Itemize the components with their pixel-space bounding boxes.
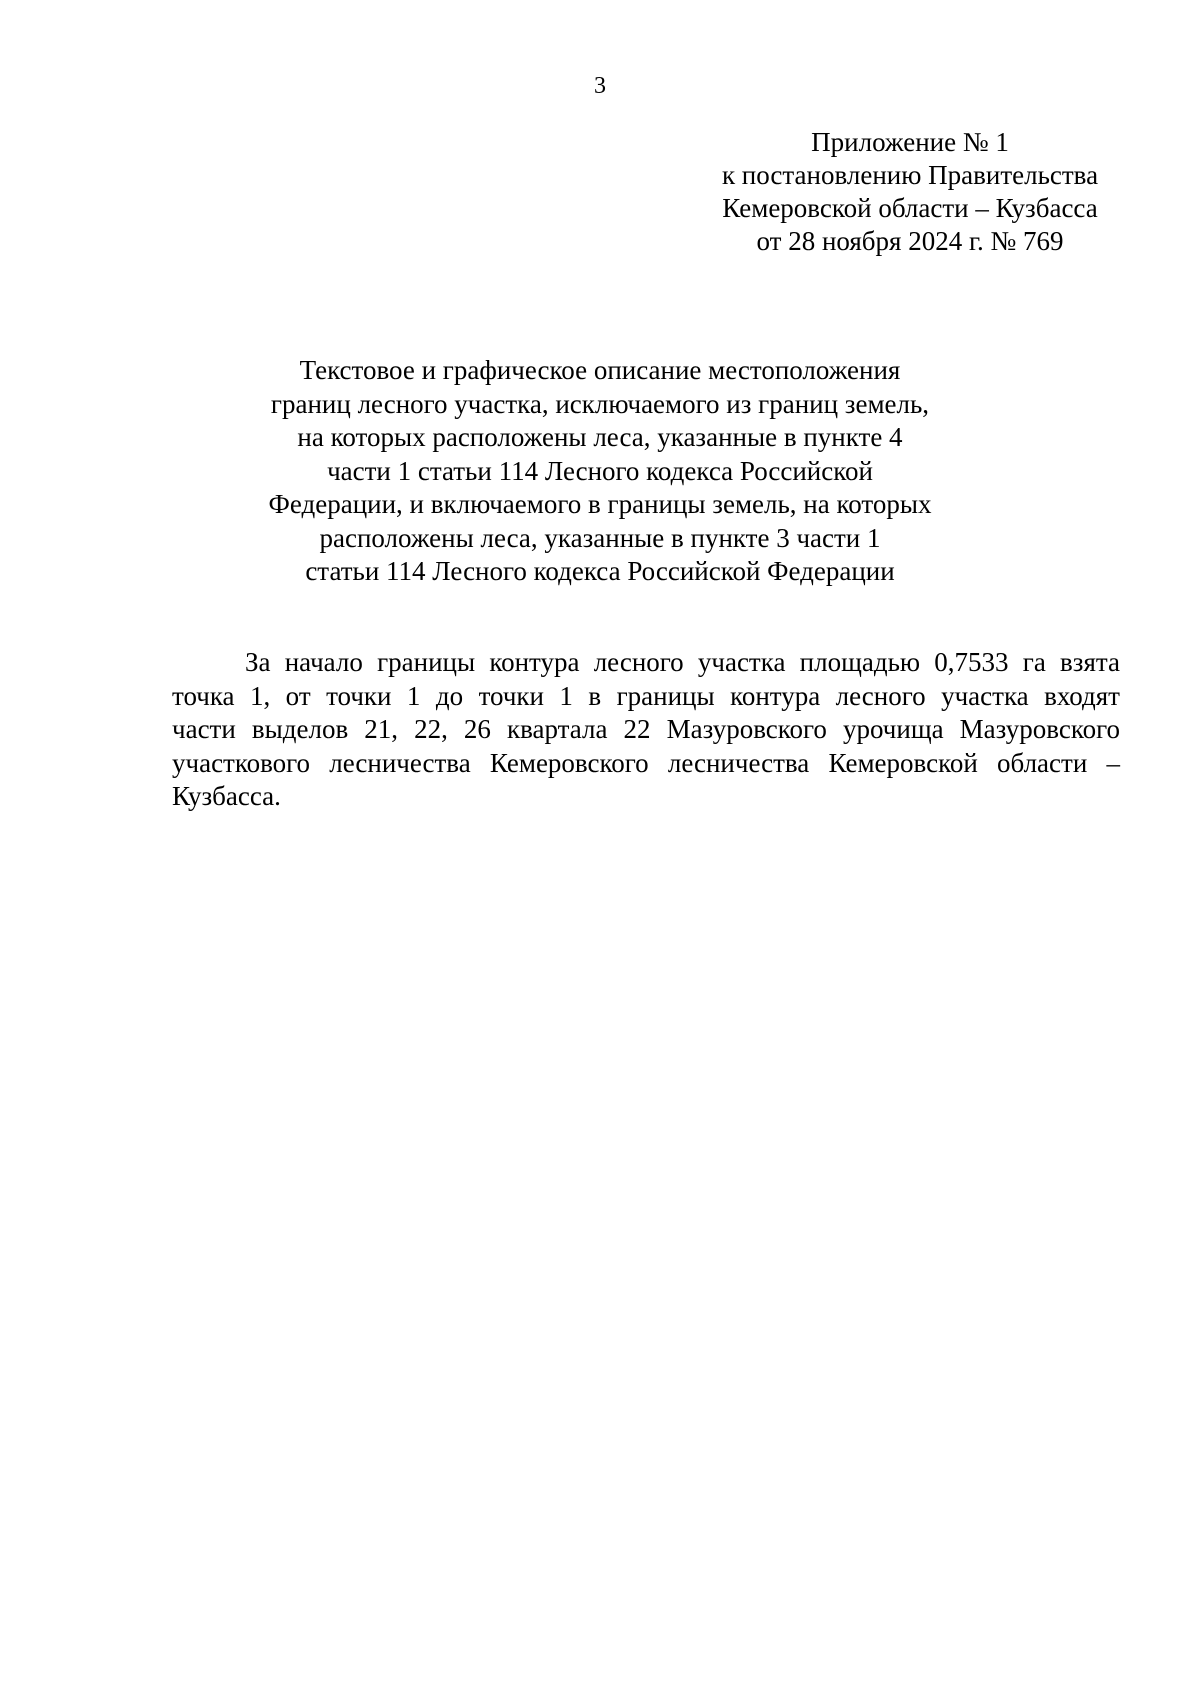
title-line: статьи 114 Лесного кодекса Российской Федерации (305, 556, 895, 586)
body-line: За начало границы контура лесного участка площадью 0,7533 га взята (245, 647, 1120, 677)
title-line: части 1 статьи 114 Лесного кодекса Российской (327, 455, 873, 486)
document-title (230, 354, 970, 589)
appendix-number: Приложение № 1 (811, 127, 1009, 157)
title-line: границ лесного участка, исключаемого из границ земель, (270, 388, 930, 419)
body-paragraph (172, 646, 1120, 814)
page-number: 3 (594, 73, 606, 99)
appendix-date: от 28 ноября 2024 г. № 769 (756, 226, 1064, 256)
body-line: участкового лесничества Кемеровского лесничества Кемеровской области – (172, 747, 1120, 778)
title-line: Федерации, и включаемого в границы земель, на которых (268, 489, 932, 519)
title-line: Текстовое и графическое описание местоположения (299, 355, 901, 385)
title-line: на которых расположены леса, указанные в пункте 4 (297, 422, 903, 452)
body-line: точка 1, от точки 1 до точки 1 в границы контура лесного участка входят (172, 680, 1120, 711)
appendix-region: Кемеровской области – Кузбасса (722, 193, 1098, 223)
body-line: Кузбасса. (172, 781, 281, 811)
appendix-resolution: к постановлению Правительства (721, 160, 1099, 190)
appendix-header (700, 126, 1120, 258)
title-line: расположены леса, указанные в пункте 3 части 1 (319, 522, 881, 553)
body-line: части выделов 21, 22, 26 квартала 22 Мазуровского урочища Мазуровского (172, 714, 1120, 744)
